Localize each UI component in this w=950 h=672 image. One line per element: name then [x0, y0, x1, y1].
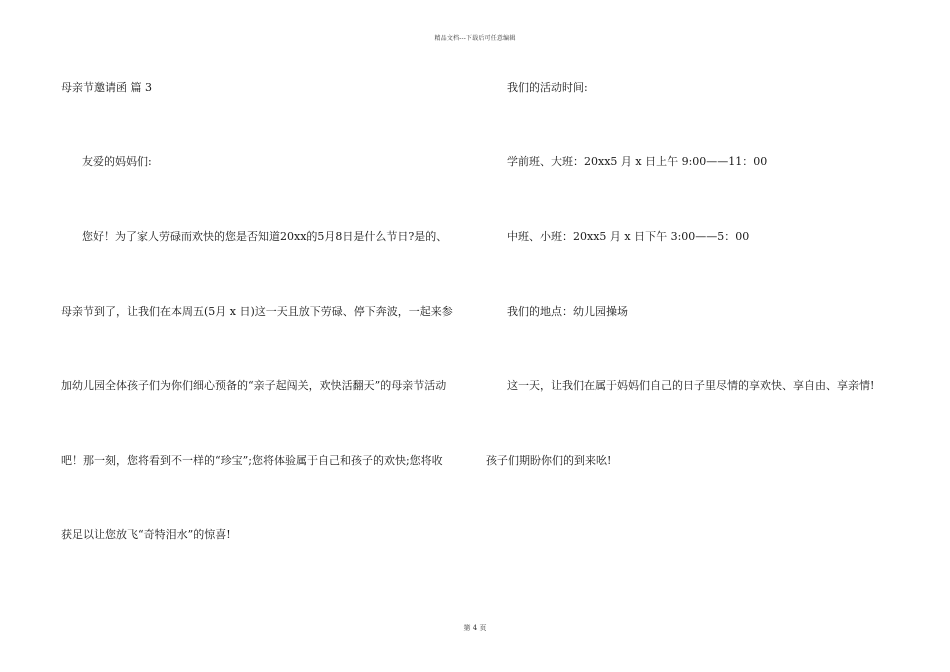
body-text-line: 加幼儿园全体孩子们为你们细心预备的“亲子起闯关，欢快活翻天”的母亲节活动	[61, 379, 447, 392]
salutation: 友爱的妈妈们:	[82, 155, 152, 168]
page-number: 第 4 页	[463, 624, 487, 632]
body-text-line: 吧！那一刻，您将看到不一样的“珍宝”;您将体验属于自己和孩子的欢快;您将收	[61, 454, 443, 467]
event-location: 我们的地点：幼儿园操场	[507, 305, 628, 318]
page-header: 精品文档---下载后可任意编辑	[434, 35, 516, 42]
body-text-line: 母亲节到了，让我们在本周五(5月 x 日)这一天且放下劳碌、停下奔波，一起来参	[61, 305, 453, 318]
body-text-line: 这一天，让我们在属于妈妈们自己的日子里尽情的享欢快、享自由、享亲情!	[507, 379, 875, 392]
document-title: 母亲节邀请函 篇 3	[61, 81, 152, 94]
body-text-line: 您好！为了家人劳碌而欢快的您是否知道20xx的5月8日是什么节日?是的、	[82, 230, 448, 243]
body-text-line: 获足以让您放飞“奇特泪水”的惊喜!	[61, 528, 231, 541]
event-time-junior: 中班、小班：20xx5 月 x 日下午 3:00——5：00	[507, 230, 750, 243]
event-time-senior: 学前班、大班：20xx5 月 x 日上午 9:00——11：00	[507, 155, 768, 168]
event-time-heading: 我们的活动时间:	[507, 81, 588, 94]
closing-line: 孩子们期盼你们的到来吆!	[486, 454, 612, 467]
